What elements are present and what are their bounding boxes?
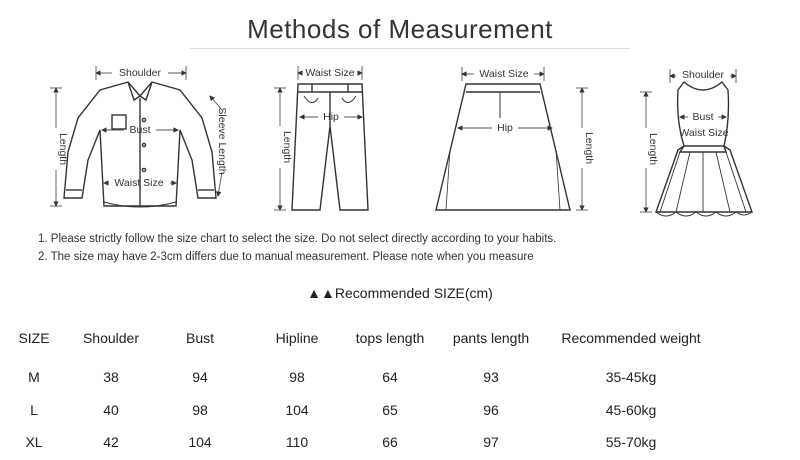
dress-length-label: Length <box>647 132 659 166</box>
skirt-diagram <box>436 84 570 210</box>
table-header-size: SIZE <box>18 330 50 346</box>
cell-size: L <box>30 402 38 418</box>
shirt-length-label: Length <box>57 132 69 166</box>
cell-hipline: 110 <box>285 434 309 450</box>
cell-pants-length: 93 <box>483 369 499 385</box>
cell-tops-length: 64 <box>382 369 398 385</box>
table-header-pants-length: pants length <box>452 330 530 346</box>
cell-bust: 98 <box>192 402 208 418</box>
dress-bust-label: Bust <box>692 111 714 123</box>
shirt-bust-label: Bust <box>129 124 151 136</box>
note-1: 1. Please strictly follow the size chart to select the size. Do not select directly according to your habits. <box>38 233 557 245</box>
skirt-waist-label: Waist Size <box>479 68 529 80</box>
shirt-shoulder-label: Shoulder <box>118 67 162 79</box>
note-2: 2. The size may have 2-3cm differs due to manual measurement. Please note when you measure <box>38 251 534 263</box>
cell-tops-length: 66 <box>382 434 398 450</box>
table-header-hipline: Hipline <box>275 330 319 346</box>
page-title: Methods of Measurement <box>247 14 553 44</box>
pants-waist-label: Waist Size <box>305 67 355 79</box>
cell-recommended-weight: 35-45kg <box>605 369 657 385</box>
dress-shoulder-label: Shoulder <box>681 69 725 81</box>
pants-length-label: Length <box>281 130 293 164</box>
cell-hipline: 104 <box>285 402 309 418</box>
cell-tops-length: 65 <box>382 402 398 418</box>
table-header-bust: Bust <box>185 330 214 346</box>
cell-recommended-weight: 45-60kg <box>605 402 657 418</box>
measurement-figures <box>0 0 800 225</box>
recommended-size-heading: ▲▲Recommended SIZE(cm) <box>307 285 493 301</box>
skirt-measure-lines <box>458 67 588 210</box>
cell-pants-length: 97 <box>483 434 499 450</box>
pants-hip-label: Hip <box>323 111 339 123</box>
cell-shoulder: 42 <box>103 434 119 450</box>
pants-diagram <box>292 84 368 210</box>
shirt-sleeve-label: Sleeve Length <box>216 107 228 175</box>
cell-recommended-weight: 55-70kg <box>605 434 657 450</box>
cell-size: XL <box>25 434 43 450</box>
cell-shoulder: 38 <box>103 369 119 385</box>
table-header-shoulder: Shoulder <box>82 330 140 346</box>
cell-bust: 104 <box>188 434 212 450</box>
cell-pants-length: 96 <box>483 402 499 418</box>
cell-size: M <box>28 369 40 385</box>
table-header-tops-length: tops length <box>355 330 425 346</box>
skirt-length-label: Length <box>583 131 595 165</box>
shirt-waist-label: Waist Size <box>114 177 164 189</box>
dress-diagram <box>656 82 752 216</box>
dress-waist-label: Waist Size <box>679 127 729 139</box>
skirt-hip-label: Hip <box>497 122 513 134</box>
cell-hipline: 98 <box>289 369 305 385</box>
measurement-notes <box>38 230 556 266</box>
table-header-recommended-weight: Recommended weight <box>561 330 701 346</box>
cell-bust: 94 <box>192 369 208 385</box>
cell-shoulder: 40 <box>103 402 119 418</box>
